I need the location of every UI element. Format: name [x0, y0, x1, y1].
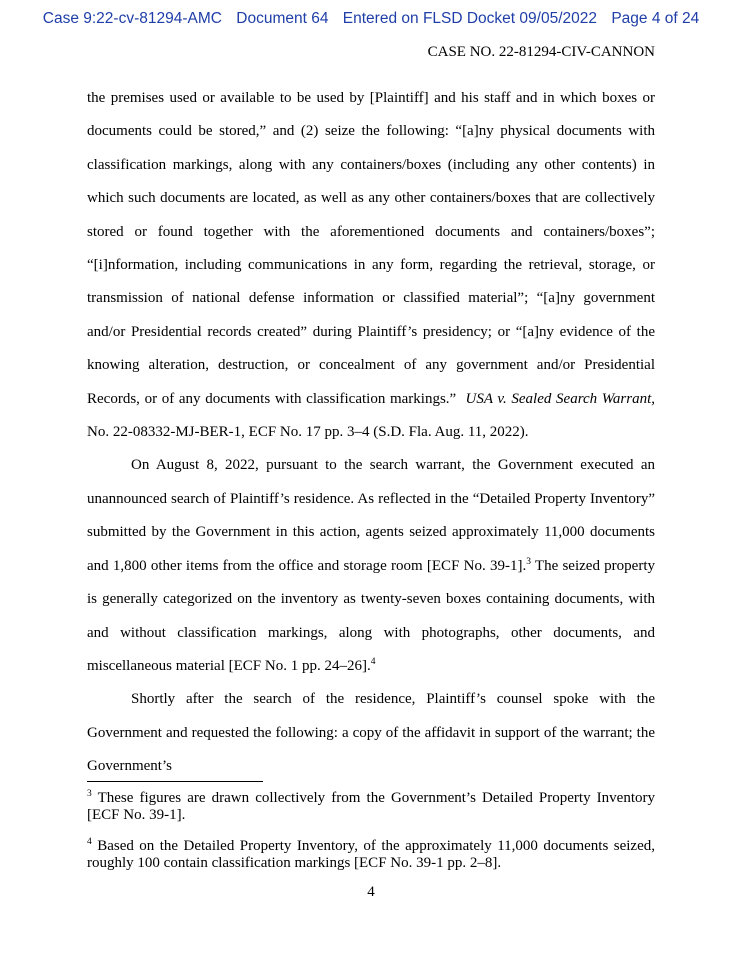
footnote-reference[interactable]: 3 — [526, 556, 531, 567]
footnote — [87, 838, 655, 872]
citation-details: , No. 22-08332-MJ-BER-1, ECF No. 17 pp. 3–4 (S.D. Fla. Aug. 11, 2022). — [87, 390, 656, 441]
footnote-mark: 4 — [87, 837, 92, 847]
ecf-filing-header — [0, 10, 742, 28]
ecf-entered-date: Entered on FLSD Docket 09/05/2022 — [342, 10, 597, 27]
footnote-divider — [87, 781, 263, 782]
case-number-header: CASE NO. 22-81294-CIV-CANNON — [427, 44, 655, 60]
paragraph-text: The seized property is generally categorized on the inventory as twenty-seven boxes containing documents, with and without classification markings, along with photographs, other documents, and miscellaneous material [ECF No. 1 pp. 24–26]. — [87, 557, 656, 674]
footnote-mark: 3 — [87, 789, 92, 799]
paragraph-counsel — [87, 683, 655, 783]
ecf-case-number: Case 9:22-cv-81294-AMC — [42, 10, 222, 27]
ecf-document-number: Document 64 — [236, 10, 329, 27]
footnote-text: Based on the Detailed Property Inventory, of the approximately 11,000 documents seized, roughly 100 contain classification markings [ECF No. 39-1 pp. 2–8]. — [87, 838, 655, 871]
document-body — [87, 82, 655, 784]
footnotes — [87, 790, 655, 886]
paragraph-text: Shortly after the search of the residence, Plaintiff’s counsel spoke with the Government and requested the following: a copy of the affidavit in support of the warrant; the Government’s — [87, 691, 655, 775]
paragraph-search — [87, 449, 655, 683]
paragraph-text: the premises used or available to be used by [Plaintiff] and his staff and in which boxes or documents could be stored,” and (2) seize the following: “[a]ny physical documents with classification markings, along with any containers/boxes (including any other contents) in which such documents are located, as well as any other containers/boxes that are collectively stored or found together with the aforementioned documents and containers/boxes”; “[i]nformation, including communications in any form, regarding the retrieval, storage, or transmission of national defense information or classified material”; “[a]ny government and/or Presidential records created” during Plaintiff’s presidency; or “[a]ny evidence of the knowing alteration, destruction, or concealment of any government and/or Presidential Records, or of any documents with classification markings.” — [87, 90, 655, 407]
ecf-page-count: Page 4 of 24 — [611, 10, 700, 27]
footnote-reference[interactable]: 4 — [370, 656, 376, 667]
footnote-text: These figures are drawn collectively from the Government’s Detailed Property Inventory [ECF No. 39-1]. — [87, 790, 655, 823]
paragraph-text: On August 8, 2022, pursuant to the search warrant, the Government executed an unannounced search of Plaintiff’s residence. As reflected in the “Detailed Property Inventory” submitted by the Government in this action, agents seized approximately 11,000 documents and 1,800 other items from the office and storage room [ECF No. 39-1]. — [87, 457, 655, 574]
footnote — [87, 790, 655, 824]
paragraph-continued — [87, 82, 655, 449]
case-citation: USA v. Sealed Search Warrant — [465, 390, 652, 407]
page-number: 4 — [367, 884, 375, 900]
